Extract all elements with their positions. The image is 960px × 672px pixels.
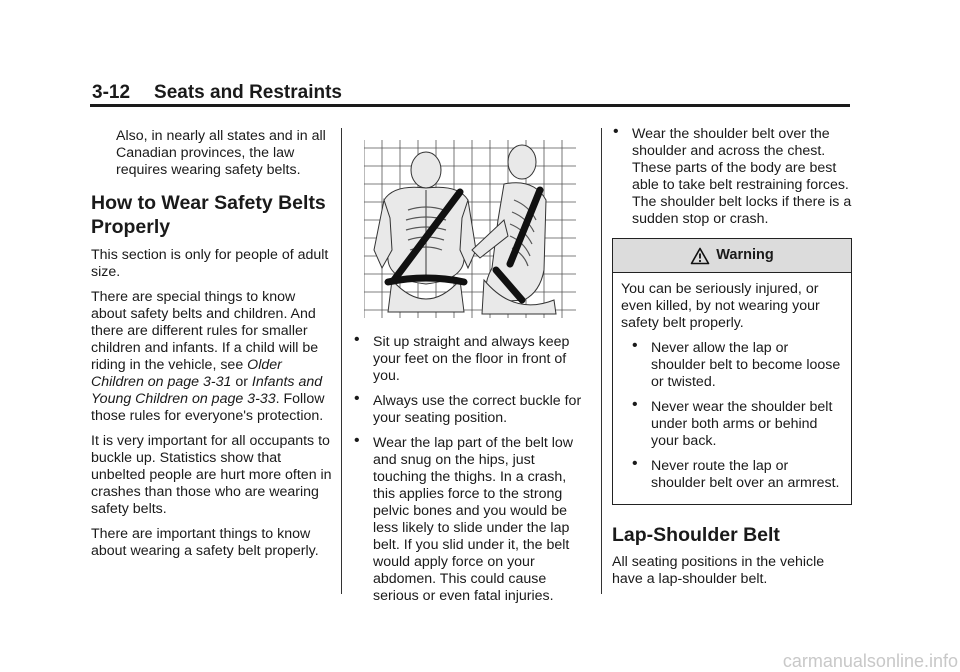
section-heading: How to Wear Safety Belts Properly <box>91 192 326 238</box>
list-item: • Always use the correct buckle for your seating position. <box>354 390 582 426</box>
list-item: • Wear the lap part of the belt low and snug on the hips, just touching the thighs. In a crash, this applies force to the strong pelvic bones and you would be less likely to slide under the lap belt. If you slid under it, the belt would apply force on your abdomen. This could cause serious or even fatal injuries. <box>354 432 574 604</box>
warning-icon <box>690 247 710 265</box>
section-title: Seats and Restraints <box>154 82 342 103</box>
column-divider-1 <box>341 128 342 594</box>
list-item: • Wear the shoulder belt over the shoulder and across the chest. These parts of the body are best able to take belt restraining forces. The shoulder belt locks if there is a sudden stop or crash. <box>613 123 852 227</box>
paragraph: All seating positions in the vehicle have a lap-shoulder belt. <box>612 554 825 587</box>
warning-header <box>613 239 851 273</box>
belt-tips-list <box>353 331 590 605</box>
bullet-icon: • <box>354 432 360 449</box>
bullet-icon: • <box>632 455 638 472</box>
column-2 <box>353 140 590 613</box>
bullet-icon: • <box>613 123 619 140</box>
warning-text: You can be seriously injured, or even killed, by not wearing your safety belt properly. <box>621 281 820 331</box>
list-item: • Sit up straight and always keep your feet on the floor in front of you. <box>354 331 570 384</box>
bullet-icon: • <box>354 331 360 348</box>
paragraph: There are important things to know about wearing a safety belt properly. <box>91 526 319 559</box>
list-item: • Never route the lap or shoulder belt over an armrest. <box>632 455 840 491</box>
list-item: • Never wear the shoulder belt under both arms or behind your back. <box>632 396 833 449</box>
list-item: • Never allow the lap or shoulder belt to become loose or twisted. <box>632 337 841 390</box>
column-3 <box>612 123 852 596</box>
paragraph: It is very important for all occupants to buckle up. Statistics show that unbelted people are hurt more often in crashes than those who are wearing safety belts. <box>91 433 332 517</box>
bullet-icon: • <box>632 396 638 413</box>
paragraph: This section is only for people of adult size. <box>91 247 329 280</box>
page-number: 3-12 <box>92 82 131 103</box>
safety-belt-illustration <box>364 140 576 318</box>
warning-title: Warning <box>716 247 774 263</box>
bullet-icon: • <box>632 337 638 354</box>
warning-body <box>613 273 851 504</box>
column-divider-2 <box>601 128 602 594</box>
link-older-children[interactable]: Older Children on page 3-31 <box>91 357 282 390</box>
bullet-icon: • <box>354 390 360 407</box>
paragraph-children: There are special things to know about safety belts and children. And there are different rules for smaller children and infants. If a child will be riding in the vehicle, see Older Children on page 3-31 or Infants and Young Children on page 3-33. Follow those rules for everyone's protection. <box>91 289 325 424</box>
link-infants[interactable]: Infants and Young Children on page 3-33 <box>91 374 323 407</box>
intro-paragraph: Also, in nearly all states and in all Canadian provinces, the law requires wearing safety belts. <box>116 128 326 178</box>
warning-list <box>621 337 843 492</box>
lap-shoulder-heading: Lap-Shoulder Belt <box>612 524 780 546</box>
warning-box <box>612 238 852 505</box>
page-header <box>92 82 342 104</box>
shoulder-belt-list <box>612 123 852 228</box>
watermark: carmanualsonline.info <box>782 651 958 671</box>
header-rule <box>90 104 850 107</box>
column-1 <box>91 128 334 568</box>
